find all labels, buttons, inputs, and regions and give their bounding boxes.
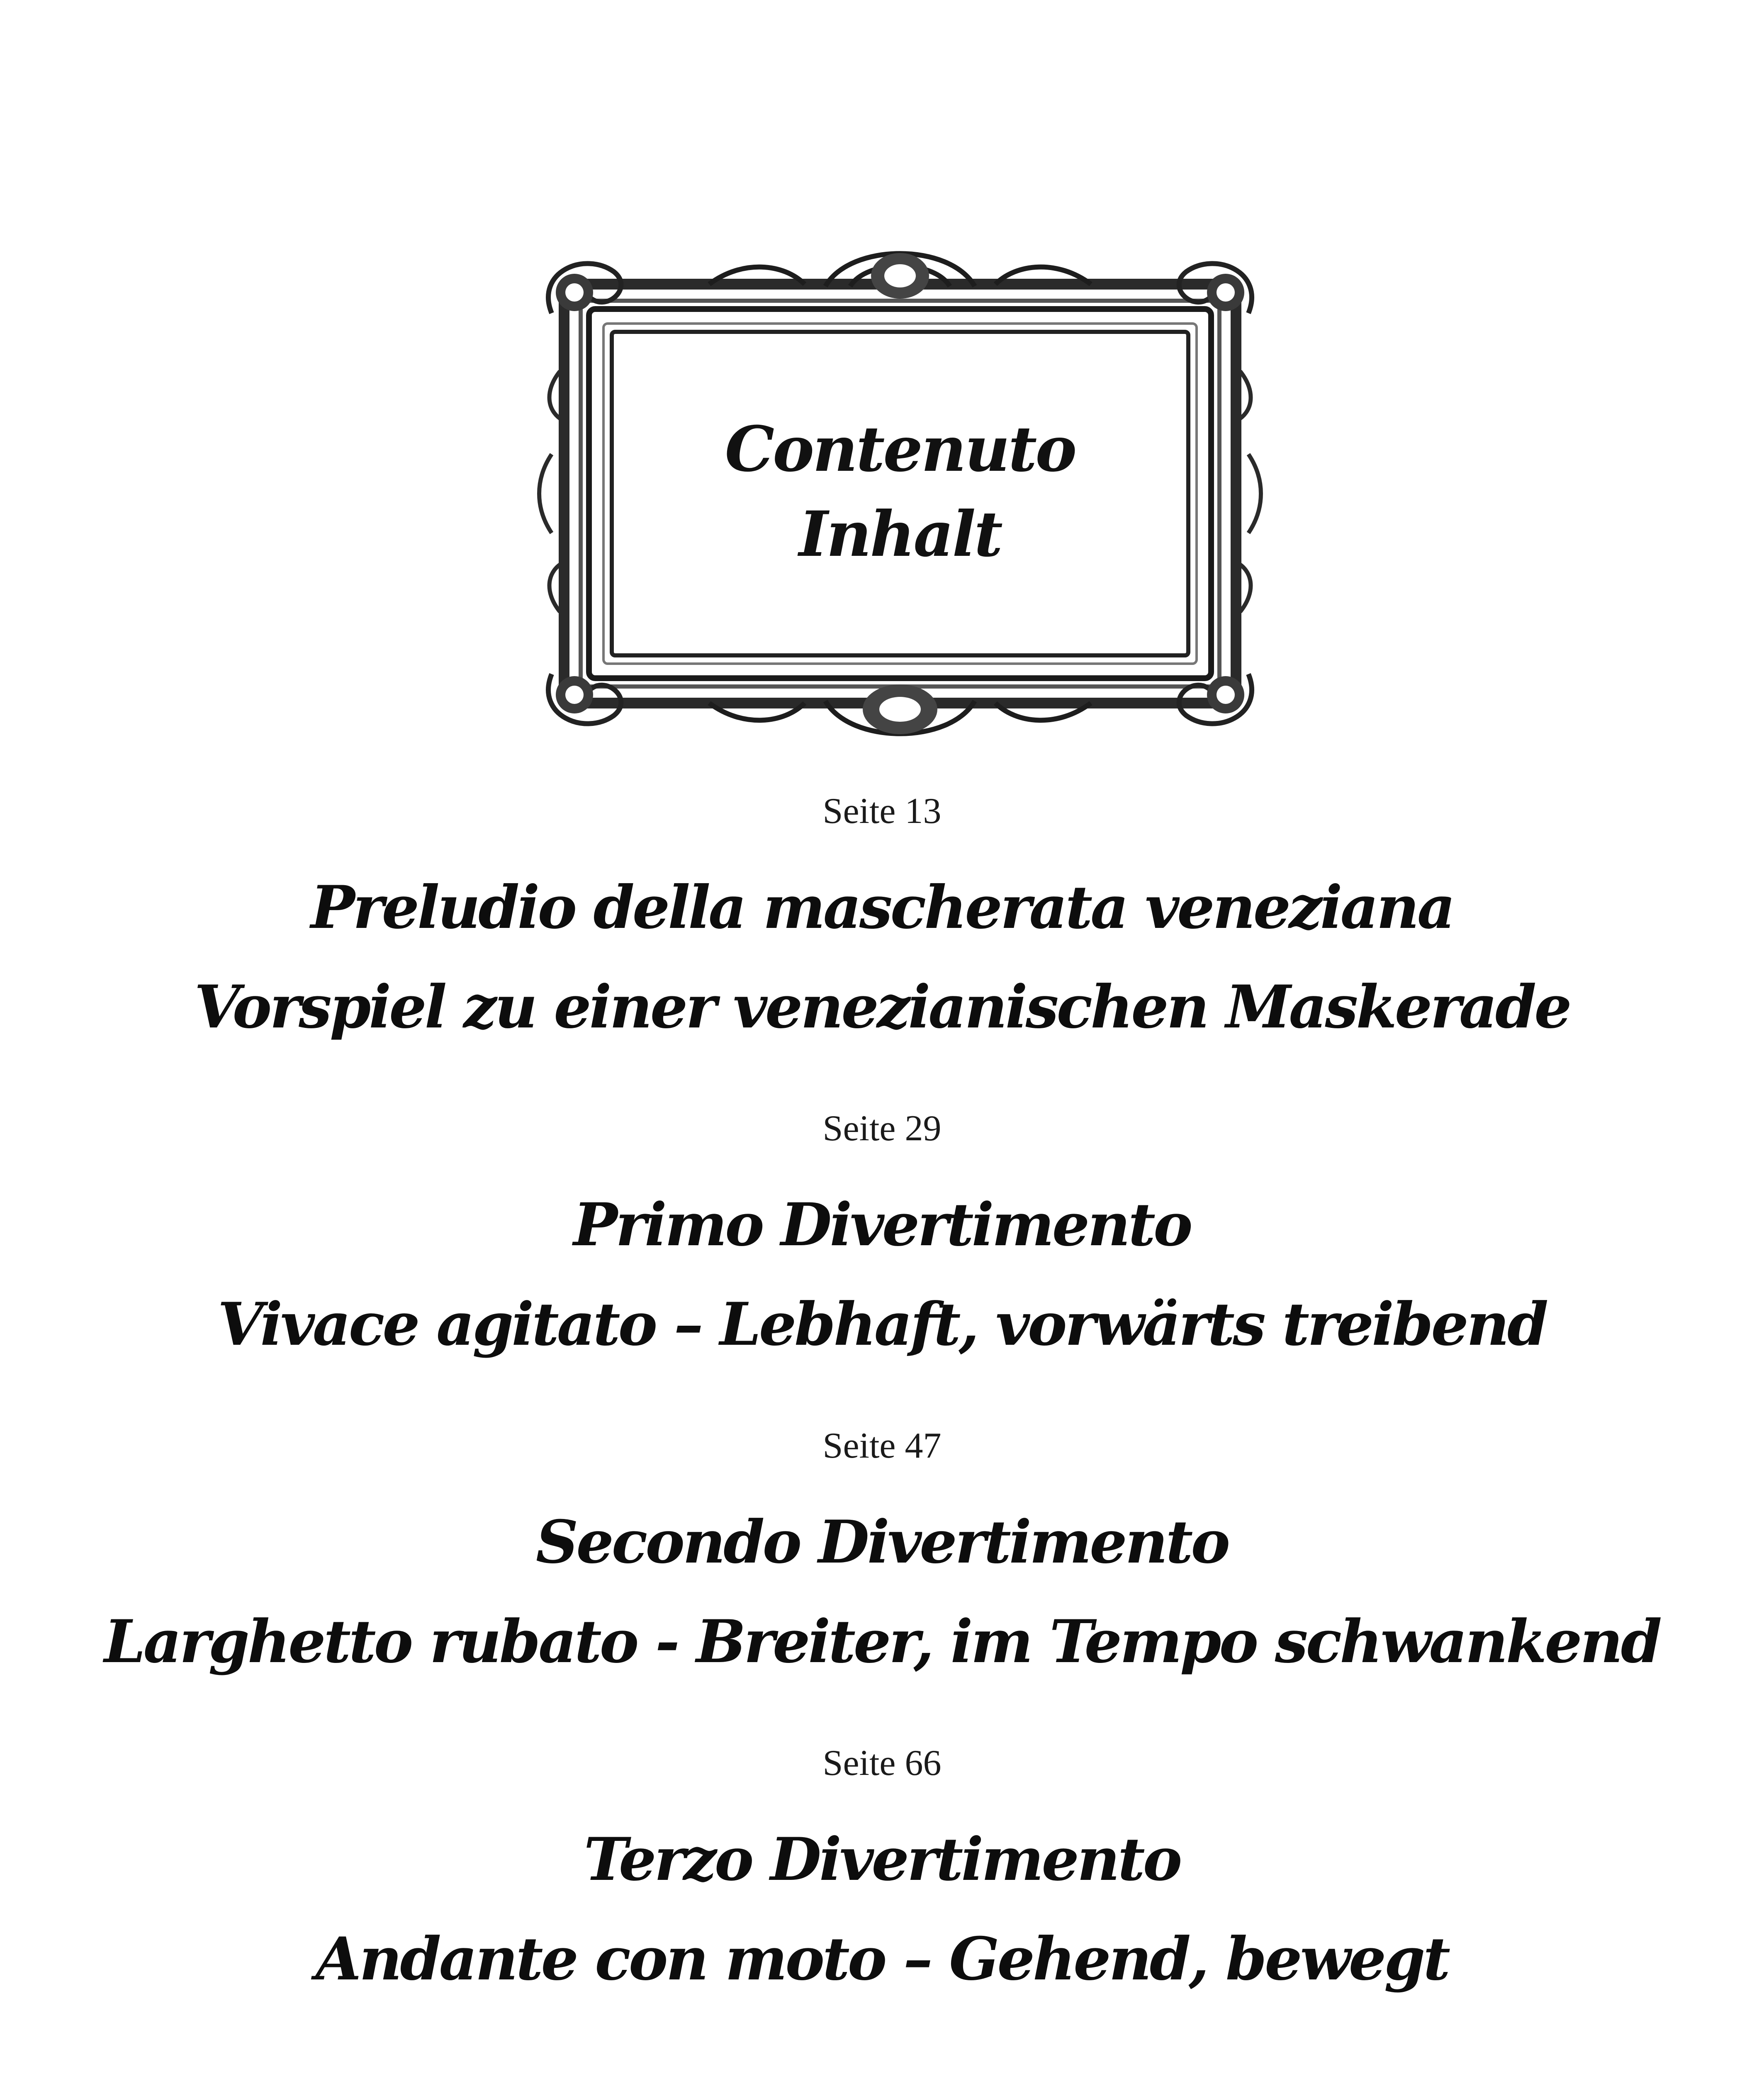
frame-title-italian: Contenuto	[725, 413, 1075, 486]
toc-title-german: Vivace agitato – Lebhaft, vorwärts treibend	[217, 1290, 1547, 1359]
toc-title-german: Larghetto rubato - Breiter, im Tempo schwankend	[104, 1607, 1660, 1676]
toc-page-ref: Seite 47	[822, 1426, 942, 1466]
toc-title-german: Andante con moto – Gehend, bewegt	[315, 1925, 1449, 1994]
toc-title-italian: Terzo Divertimento	[584, 1825, 1180, 1894]
frame-title-german: Inhalt	[799, 498, 1001, 571]
toc-page-ref: Seite 66	[822, 1743, 942, 1783]
toc-page-ref: Seite 13	[822, 791, 942, 831]
ornamental-frame	[535, 247, 1265, 740]
toc-page-ref: Seite 29	[822, 1108, 942, 1149]
toc-title-italian: Secondo Divertimento	[535, 1508, 1229, 1577]
toc-title-italian: Primo Divertimento	[573, 1190, 1191, 1259]
baroque-frame-icon	[535, 247, 1265, 740]
toc-title-german: Vorspiel zu einer venezianischen Maskerade	[194, 973, 1570, 1042]
toc-title-italian: Preludio della mascherata veneziana	[311, 873, 1453, 942]
